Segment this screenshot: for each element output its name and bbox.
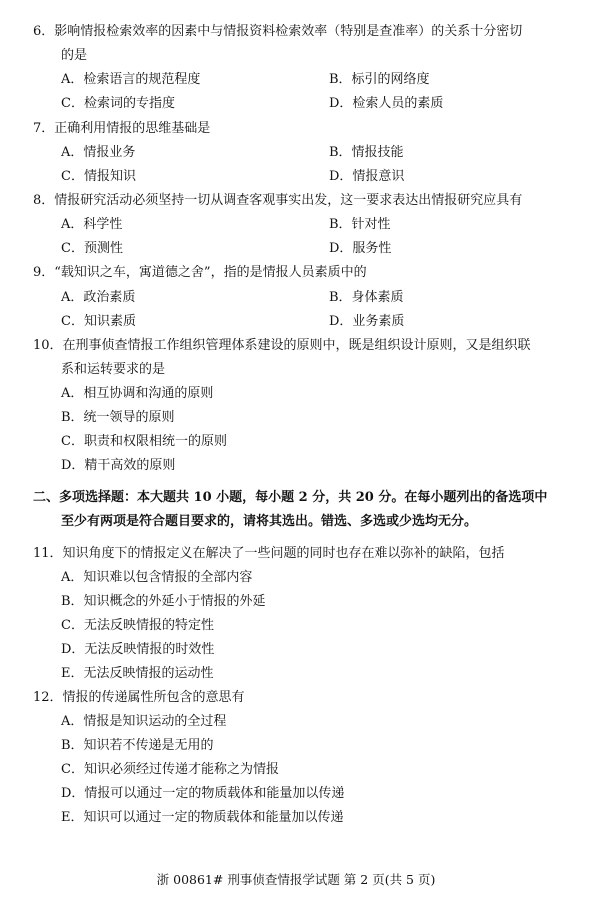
- q10-option-a: A．相互协调和沟通的原则: [61, 386, 214, 401]
- q9-option-b: B．身体素质: [329, 290, 404, 305]
- q9-option-c: C．知识素质: [61, 314, 136, 329]
- q10-option-b: B．统一领导的原则: [61, 410, 175, 425]
- q8-option-b: B．针对性: [329, 217, 391, 232]
- q7-stem: 7．正确利用情报的思维基础是: [33, 121, 211, 136]
- q11-option-d: D．无法反映情报的时效性: [61, 642, 215, 657]
- q10-option-c: C．职责和权限相统一的原则: [61, 434, 227, 449]
- q7-option-b: B．情报技能: [329, 145, 404, 160]
- q7-option-c: C．情报知识: [61, 169, 136, 184]
- q8-option-c: C．预测性: [61, 241, 123, 256]
- q7-option-a: A．情报业务: [61, 145, 136, 160]
- q11-option-e: E．无法反映情报的运动性: [61, 666, 214, 681]
- q10-option-d: D．精干高效的原则: [61, 458, 176, 473]
- q12-stem: 12．情报的传递属性所包含的意思有: [33, 690, 245, 705]
- q12-option-a: A．情报是知识运动的全过程: [61, 714, 227, 729]
- q11-option-b: B．知识概念的外延小于情报的外延: [61, 594, 266, 609]
- q6-option-d: D．检索人员的素质: [329, 96, 444, 111]
- q12-option-c: C．知识必须经过传递才能称之为情报: [61, 762, 279, 777]
- q11-stem: 11．知识角度下的情报定义在解决了一些问题的同时也存在难以弥补的缺陷，包括: [33, 546, 505, 561]
- q8-option-a: A．科学性: [61, 217, 123, 232]
- q9-option-d: D．业务素质: [329, 314, 405, 329]
- q6-stem-line2: 的是: [61, 48, 88, 63]
- q6-stem-line1: 6．影响情报检索效率的因素中与情报资料检索效率（特别是查准率）的关系十分密切: [33, 24, 523, 39]
- q11-option-c: C．无法反映情报的特定性: [61, 618, 214, 633]
- q11-option-a: A．知识难以包含情报的全部内容: [61, 570, 253, 585]
- q6-option-c: C．检索词的专指度: [61, 96, 175, 111]
- q7-option-d: D．情报意识: [329, 169, 405, 184]
- q6-option-a: A．检索语言的规范程度: [61, 72, 201, 87]
- q9-option-a: A．政治素质: [61, 290, 136, 305]
- q12-option-b: B．知识若不传递是无用的: [61, 738, 214, 753]
- section2-heading-line2: 至少有两项是符合题目要求的，请将其选出。错选、多选或少选均无分。: [61, 514, 478, 529]
- q9-stem: 9．“载知识之车，寓道德之舍”，指的是情报人员素质中的: [33, 265, 367, 280]
- q6-option-b: B．标引的网络度: [329, 72, 430, 87]
- q10-stem-line1: 10．在刑事侦查情报工作组织管理体系建设的原则中，既是组织设计原则，又是组织联: [33, 338, 531, 353]
- q8-stem: 8．情报研究活动必须坚持一切从调查客观事实出发，这一要求表达出情报研究应具有: [33, 193, 523, 208]
- section2-heading-line1: 二、多项选择题：本大题共 10 小题，每小题 2 分，共 20 分。在每小题列出的备选项中: [33, 490, 548, 505]
- q12-option-e: E．知识可以通过一定的物质载体和能量加以传递: [61, 810, 344, 825]
- page-footer: 浙 00861# 刑事侦查情报学试题 第 2 页(共 5 页): [156, 872, 436, 887]
- q8-option-d: D．服务性: [329, 241, 392, 256]
- q12-option-d: D．情报可以通过一定的物质载体和能量加以传递: [61, 786, 345, 801]
- q10-stem-line2: 系和运转要求的是: [61, 362, 166, 377]
